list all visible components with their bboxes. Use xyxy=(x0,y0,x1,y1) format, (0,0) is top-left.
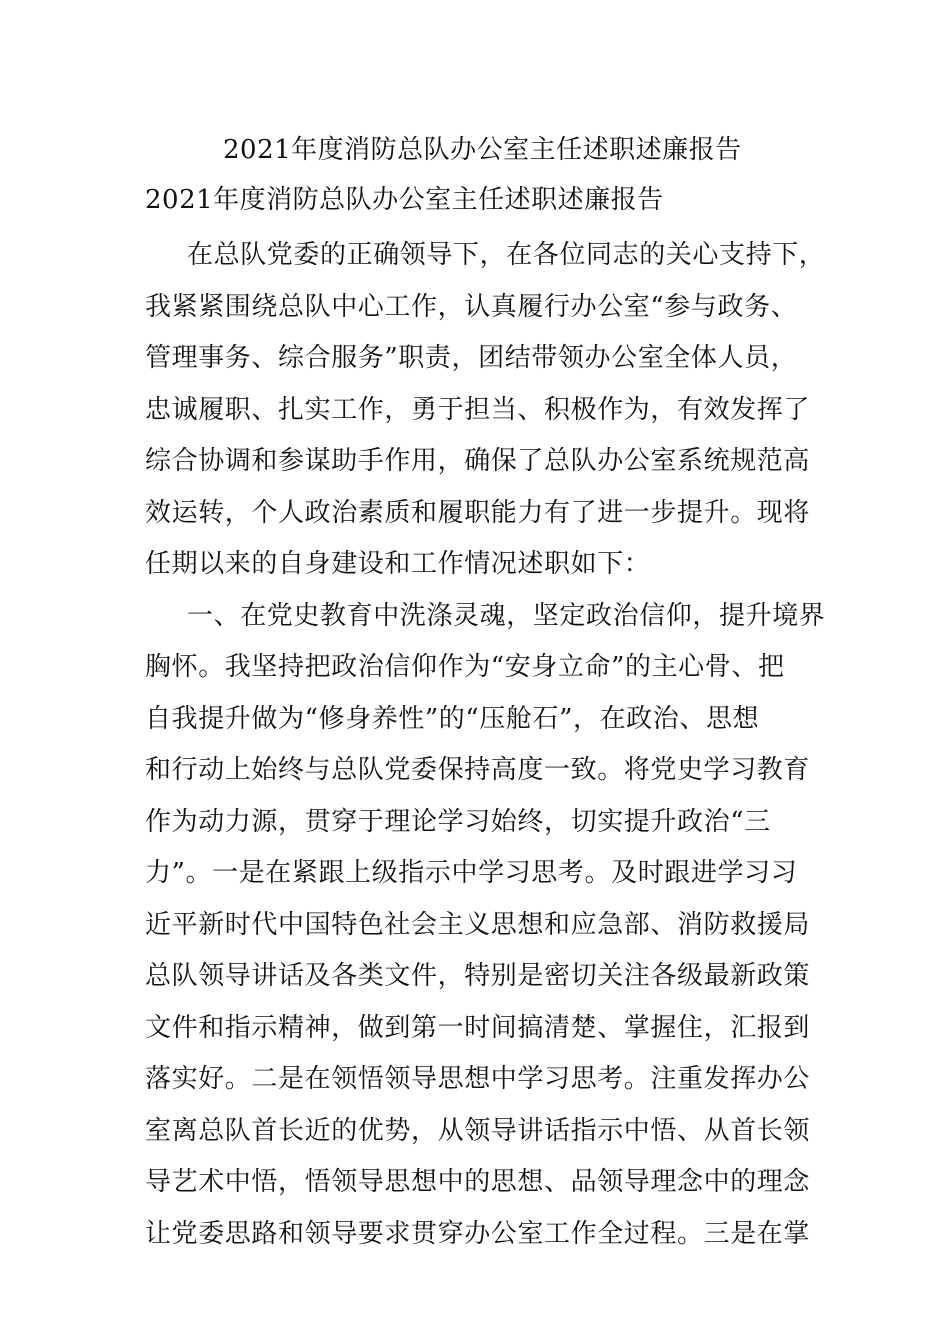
body-line: 文件和指示精神，做到第一时间搞清楚、掌握住，汇报到 xyxy=(145,1012,811,1043)
body-line: 落实好。二是在领悟领导思想中学习思考。注重发挥办公 xyxy=(145,1064,811,1094)
body-line: 和行动上始终与总队党委保持高度一致。将党史学习教育 xyxy=(145,755,811,785)
body-line: 作为动力源，贯穿于理论学习始终，切实提升政治“三 xyxy=(145,806,771,837)
body-line: 让党委思路和领导要求贯穿办公室工作全过程。三是在掌 xyxy=(145,1218,811,1249)
body-line: 胸怀。我坚持把政治信仰作为“安身立命”的主心骨、把 xyxy=(145,652,785,682)
body-line: 在总队党委的正确领导下，在各位同志的关心支持下， xyxy=(187,240,826,270)
document-body xyxy=(145,230,825,1260)
body-line: 室离总队首长近的优势，从领导讲话指示中悟、从首长领 xyxy=(145,1115,811,1146)
document-title: 2021年度消防总队办公室主任述职述廉报告 xyxy=(223,135,742,165)
body-line: 自我提升做为“修身养性”的“压舱石”，在政治、思想 xyxy=(145,703,760,734)
body-line: 我紧紧围绕总队中心工作，认真履行办公室“参与政务、 xyxy=(145,291,798,322)
body-line: 任期以来的自身建设和工作情况述职如下： xyxy=(145,549,651,579)
body-line: 忠诚履职、扎实工作，勇于担当、积极作为，有效发挥了 xyxy=(145,394,811,425)
body-line: 总队领导讲话及各类文件，特别是密切关注各级最新政策 xyxy=(145,961,811,991)
body-line: 近平新时代中国特色社会主义思想和应急部、消防救援局 xyxy=(145,909,811,940)
body-line: 导艺术中悟，悟领导思想中的思想、品领导理念中的理念 xyxy=(145,1167,811,1197)
body-line: 力”。一是在紧跟上级指示中学习思考。及时跟进学习习 xyxy=(145,858,798,888)
body-line: 效运转，个人政治素质和履职能力有了进一步提升。现将 xyxy=(145,497,811,528)
document-subtitle: 2021年度消防总队办公室主任述职述廉报告 xyxy=(145,185,664,215)
body-line: 一、在党史教育中洗涤灵魂，坚定政治信仰，提升境界 xyxy=(187,600,826,631)
body-line: 管理事务、综合服务”职责，团结带领办公室全体人员， xyxy=(145,343,798,373)
body-line: 综合协调和参谋助手作用，确保了总队办公室系统规范高 xyxy=(145,446,811,476)
